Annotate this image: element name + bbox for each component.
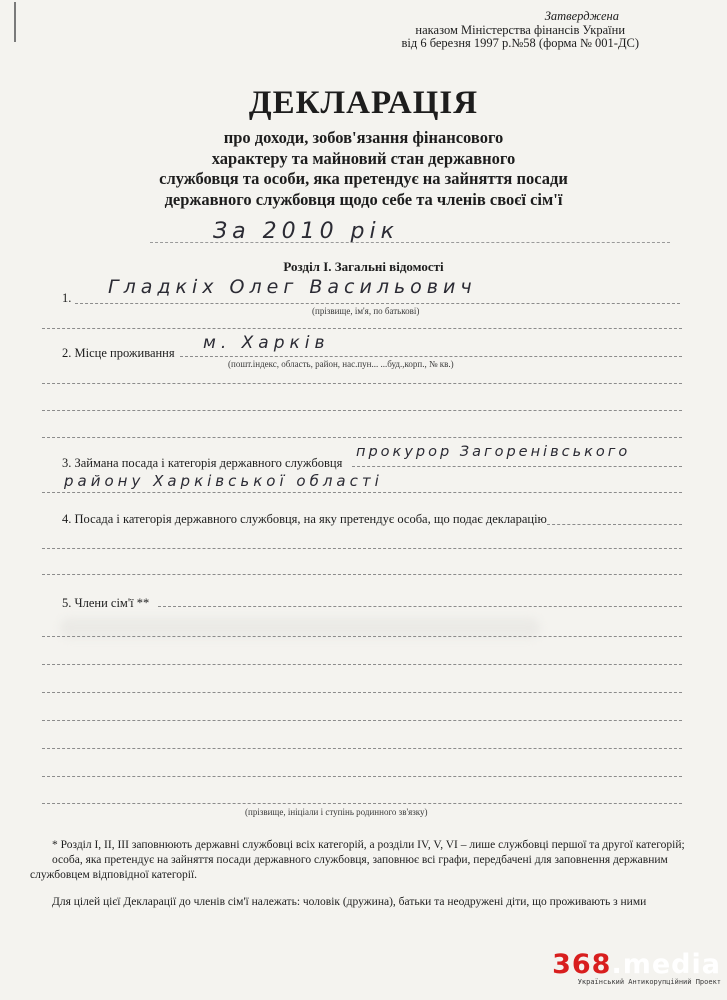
item-1-number: 1. bbox=[62, 291, 72, 305]
blank-line bbox=[42, 328, 682, 329]
blank-line bbox=[42, 410, 682, 411]
erased-area bbox=[60, 618, 540, 638]
blank-line bbox=[42, 636, 682, 637]
watermark bbox=[552, 949, 721, 986]
item-2-line bbox=[180, 356, 682, 357]
blank-line bbox=[42, 437, 682, 438]
document-subtitle bbox=[0, 128, 727, 210]
item-5-line bbox=[158, 606, 682, 607]
item-3-line bbox=[352, 466, 682, 467]
blank-line bbox=[42, 748, 682, 749]
watermark-suffix: .media bbox=[611, 949, 721, 980]
approval-stamp-text bbox=[401, 10, 639, 51]
year-underline bbox=[150, 242, 670, 243]
item-1-hint: (прізвище, ім'я, по батькові) bbox=[312, 306, 420, 316]
handwritten-position-line-1: прокурор Загоренівського bbox=[356, 444, 631, 460]
handwritten-residence: м. Харків bbox=[203, 333, 330, 353]
footnote-family: Для цілей цієї Декларації до членів сім'ї належать: чоловік (дружина), батьки та неодружені діти, що проживають з ними bbox=[52, 896, 647, 908]
scan-edge-mark bbox=[14, 2, 16, 42]
footnotes bbox=[30, 838, 720, 910]
footnote-applicant: особа, яка претендує на зайняття посади державного службовця, заповнює всі графи, передбачені для заповнення державним службовцем відповідної категорії. bbox=[30, 854, 668, 881]
handwritten-year: За 2010 рік bbox=[213, 219, 399, 244]
approved-label: Затверджена bbox=[544, 9, 619, 23]
blank-line bbox=[42, 383, 682, 384]
handwritten-full-name: Гладкіх Олег Васильович bbox=[108, 276, 477, 298]
blank-line bbox=[42, 492, 682, 493]
item-5-hint: (прізвище, ініціали і ступінь родинного зв'язку) bbox=[245, 807, 428, 817]
approved-by-order: наказом Міністерства фінансів України bbox=[415, 22, 626, 37]
footnote-sections: * Розділ І, ІІ, ІІІ заповнюють державні службовці всіх категорій, а розділи IV, V, VI – лише службовці першої та другої категорій; bbox=[52, 839, 685, 851]
blank-line bbox=[42, 776, 682, 777]
blank-line bbox=[42, 692, 682, 693]
blank-line bbox=[42, 803, 682, 804]
subtitle-line: про доходи, зобов'язання фінансового bbox=[223, 128, 504, 147]
handwritten-position-line-2: району Харківської області bbox=[64, 472, 383, 490]
watermark-tagline: Український Антикорупційний Проект bbox=[577, 978, 721, 986]
item-4-line bbox=[547, 524, 682, 525]
subtitle-line: характеру та майновий стан державного bbox=[211, 148, 516, 168]
document-title: ДЕКЛАРАЦІЯ bbox=[248, 85, 479, 121]
item-4-label: 4. Посада і категорія державного службовця, на яку претендує особа, що подає декларацію bbox=[62, 512, 547, 526]
subtitle-line: службовця та особи, яка претендує на зайняття посади bbox=[159, 169, 568, 188]
item-2-hint: (пошт.індекс, область, район, нас.пун... ...буд.,корп., № кв.) bbox=[228, 359, 454, 369]
item-3-label: 3. Займана посада і категорія державного службовця bbox=[62, 456, 343, 470]
item-1-line bbox=[75, 303, 680, 304]
item-5-label: 5. Члени сім'ї ** bbox=[62, 596, 150, 610]
blank-line bbox=[42, 664, 682, 665]
blank-line bbox=[42, 548, 682, 549]
section-1-title: Розділ І. Загальні відомості bbox=[283, 259, 444, 274]
watermark-logo bbox=[552, 949, 721, 980]
watermark-number: 368 bbox=[552, 949, 612, 980]
subtitle-line: державного службовця щодо себе та членів своєї сім'ї bbox=[164, 189, 563, 209]
item-2-label: 2. Місце проживання bbox=[62, 346, 175, 360]
blank-line bbox=[42, 720, 682, 721]
blank-line bbox=[42, 574, 682, 575]
approved-order-date: від 6 березня 1997 р.№58 (форма № 001-ДС) bbox=[401, 36, 639, 50]
